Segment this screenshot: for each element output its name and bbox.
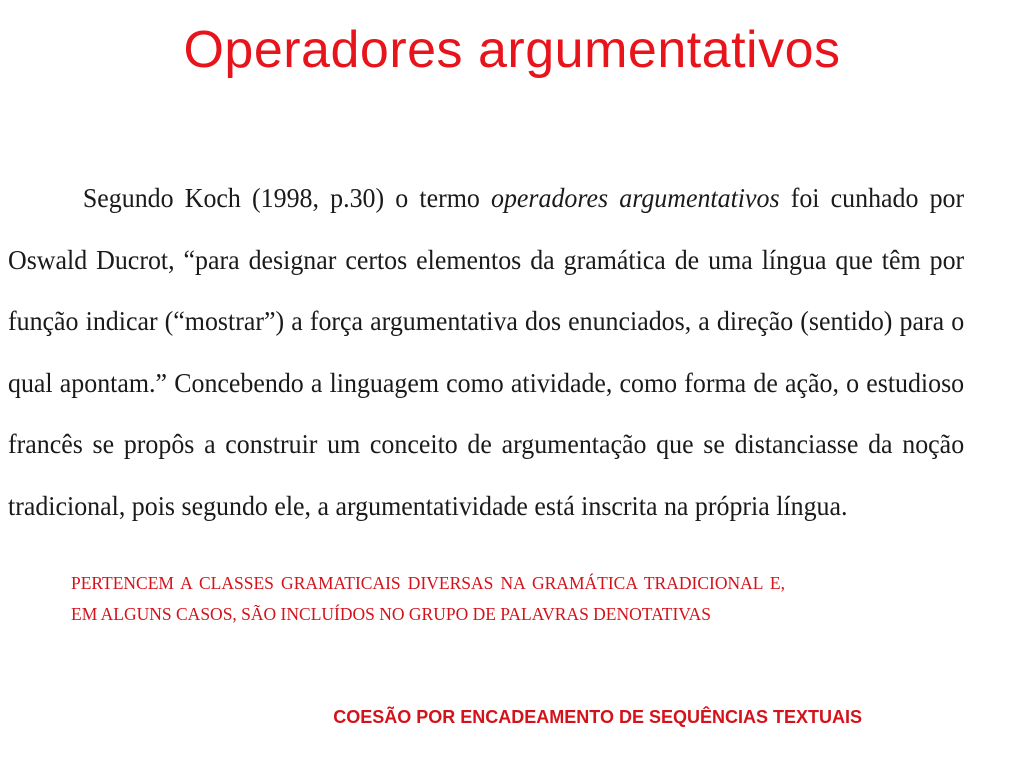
quote-text-after: foi cunhado por Oswald Ducrot, “para designar certos elementos da gramática de uma língua que têm por função indicar (“mostrar”) a força argumentativa dos enunciados, a direção (sentido) para o qual apontam.” Concebendo a linguagem como atividade, como forma de ação, o estudioso francês se propôs a construir um conceito de argumentação que se distanciasse da noção tradicional, pois segundo ele, a argumentatividade está inscrita na própria língua. <box>8 183 965 521</box>
slide-title: Operadores argumentativos <box>183 21 841 79</box>
quote-text-before: Segundo Koch (1998, p.30) o termo <box>82 183 491 213</box>
quote-italic-term: operadores argumentativos <box>490 183 780 213</box>
footer-caption-text: COESÃO POR ENCADEAMENTO DE SEQUÊNCIAS TEXTUAIS <box>333 707 862 727</box>
note-paragraph: PERTENCEM A CLASSES GRAMATICAIS DIVERSAS NA GRAMÁTICA TRADICIONAL E, EM ALGUNS CASOS, SÃO INCLUÍDOS NO GRUPO DE PALAVRAS DENOTATIVAS <box>71 573 785 624</box>
footer-caption <box>0 707 974 728</box>
quote-paragraph <box>8 168 964 537</box>
